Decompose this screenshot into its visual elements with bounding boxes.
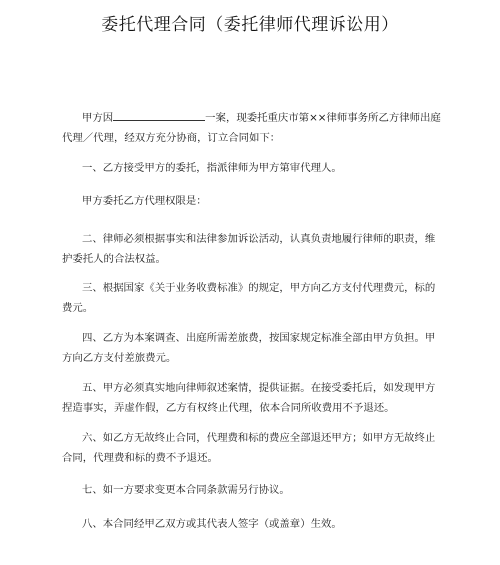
clause-paragraph: 三、根据国家《关于业务收费标准》的规定，甲方向乙方支付代理费元，标的费元。 [62, 282, 436, 314]
clause-paragraph: 甲方委托乙方代理权限是： [82, 195, 207, 207]
clause-paragraph: 一、乙方接受甲方的委托，指派律师为甲方第审代理人。 [82, 162, 342, 174]
intro-paragraph [62, 108, 442, 148]
intro-suffix: 一案，现委托重庆市第××律师事务所乙方律师出庭代理／代理，经双方充分协商，订立合同如下： [62, 112, 441, 144]
clause-paragraph: 二、律师必须根据事实和法律参加诉讼活动，认真负责地履行律师的职责，维护委托人的合法权益。 [62, 233, 436, 265]
clause-paragraph: 七、如一方要求变更本合同条款需另行协议。 [82, 484, 290, 496]
case-name-blank [113, 109, 205, 121]
clause-paragraph: 八、本合同经甲乙双方或其代表人签字（或盖章）生效。 [82, 518, 342, 530]
clause-paragraph: 五、甲方必须真实地向律师叙述案情，提供证据。在接受委托后，如发现甲方捏造事实，弄虚作假，乙方有权终止代理，依本合同所收费用不予退还。 [62, 382, 436, 414]
document-title: 委托代理合同（委托律师代理诉讼用） [101, 15, 399, 35]
intro-prefix: 甲方因 [82, 112, 114, 124]
clause-paragraph: 六、如乙方无故终止合同，代理费和标的费应全部退还甲方；如甲方无故终止合同，代理费和标的费不予退还。 [62, 432, 436, 464]
clause-paragraph: 四、乙方为本案调查、出庭所需差旅费，按国家规定标准全部由甲方负担。甲方向乙方支付差旅费元。 [62, 332, 436, 364]
